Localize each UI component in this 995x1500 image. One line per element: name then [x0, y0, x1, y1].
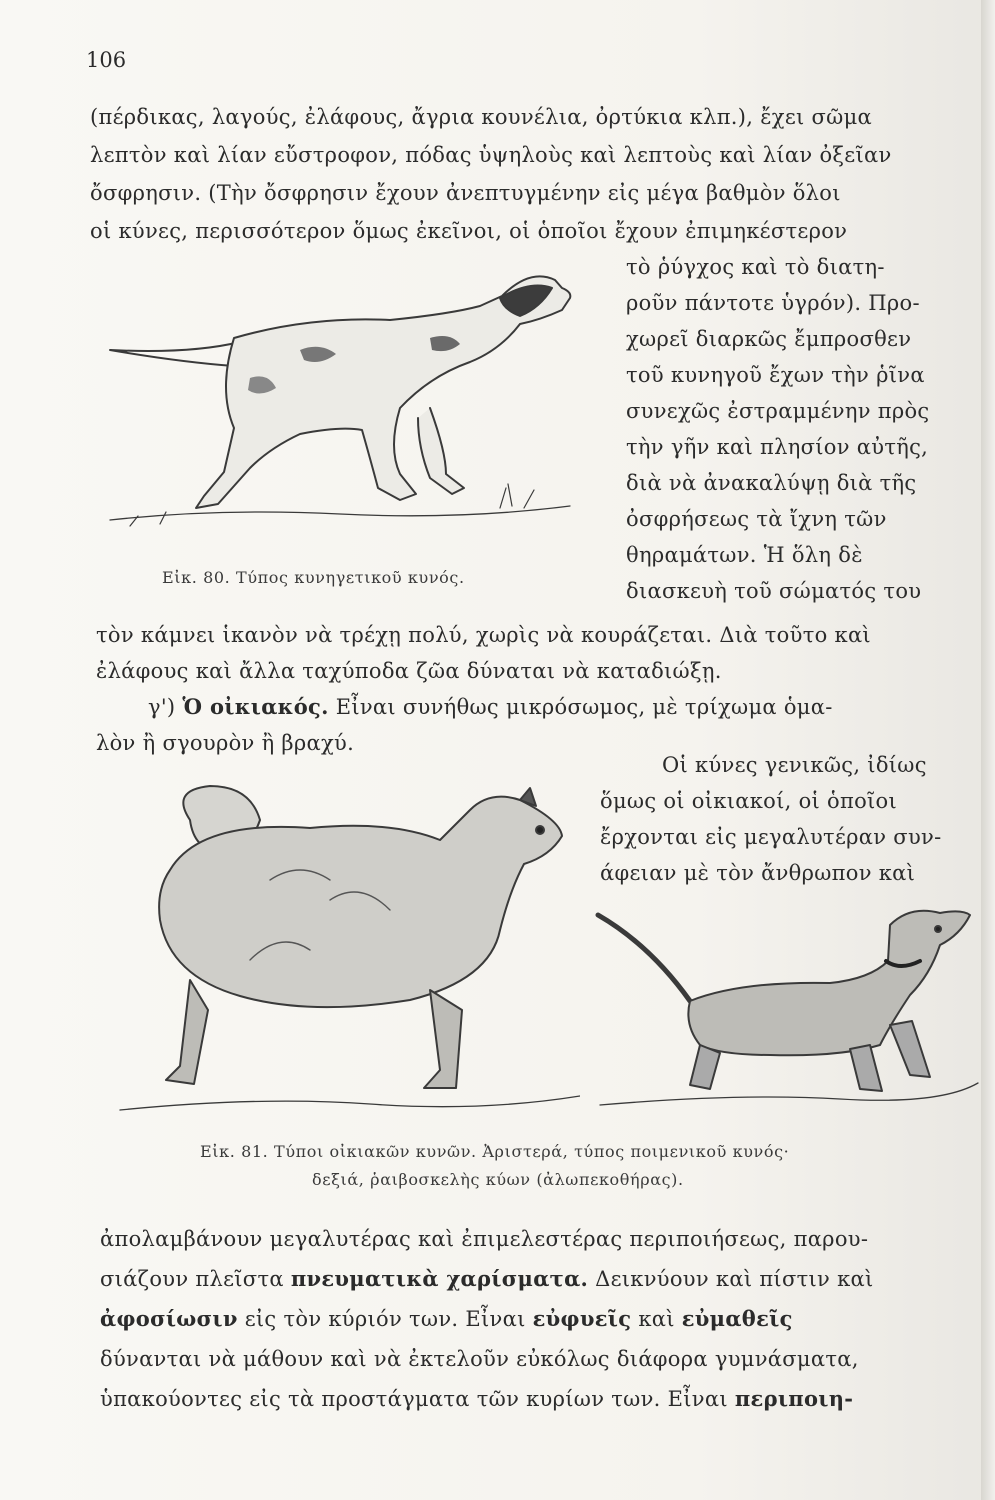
- text-line: χωρεῖ διαρκῶς ἔμπροσθεν: [626, 327, 912, 351]
- text-line: ἐλάφους καὶ ἄλλα ταχύποδα ζῶα δύναται νὰ καταδιώξῃ.: [96, 659, 722, 683]
- page-number: 106: [86, 48, 127, 72]
- text-span: καὶ: [631, 1307, 682, 1331]
- section-text: Εἶναι συνήθως μικρόσωμος, μὲ τρίχωμα ὁμα-: [328, 695, 833, 719]
- text-line: θηραμάτων. Ἡ ὅλη δὲ: [626, 543, 863, 567]
- text-line: Οἱ κύνες γενικῶς, ἰδίως: [662, 753, 927, 777]
- section-prefix: γ'): [148, 695, 183, 719]
- emphasis-text: ἀφοσίωσιν: [100, 1306, 238, 1331]
- figure-81-caption-line-1: Εἰκ. 81. Τύποι οἰκιακῶν κυνῶν. Ἀριστερά, τύπος ποιμενικοῦ κυνός·: [200, 1142, 790, 1161]
- text-line: ὅμως οἱ οἰκιακοί, οἱ ὁποῖοι: [600, 789, 898, 813]
- text-line: τὸ ῥύγχος καὶ τὸ διατη-: [626, 255, 885, 279]
- text-span: εἰς τὸν κύριόν των. Εἶναι: [237, 1307, 533, 1331]
- text-line: ἀπολαμβάνουν μεγαλυτέρας καὶ ἐπιμελεστέρας περιποιήσεως, παρου-: [100, 1227, 869, 1251]
- text-line: δύνανται νὰ μάθουν καὶ νὰ ἐκτελοῦν εὐκόλως διάφορα γυμνάσματα,: [100, 1347, 859, 1371]
- section-title: Ὁ οἰκιακός.: [182, 694, 329, 719]
- text-line: τὴν γῆν καὶ πλησίον αὐτῆς,: [626, 435, 929, 459]
- text-line: άφειαν μὲ τὸν ἄνθρωπον καὶ: [600, 861, 916, 885]
- text-span: Δεικνύουν καὶ πίστιν καὶ: [588, 1267, 874, 1291]
- text-line: ροῦν πάντοτε ὑγρόν). Προ-: [626, 291, 920, 315]
- text-line: διὰ νὰ ἀνακαλύψῃ διὰ τῆς: [626, 471, 917, 495]
- text-line: λὸν ἢ σγουρὸν ἢ βραχύ.: [96, 731, 355, 755]
- text-line: ὀσφρήσεως τὰ ἴχνη τῶν: [626, 507, 887, 531]
- text-line: [100, 1306, 793, 1332]
- emphasis-text: εὐφυεῖς: [532, 1306, 632, 1331]
- text-line: λεπτὸν καὶ λίαν εὔστροφον, πόδας ὑψηλοὺς καὶ λεπτοὺς καὶ λίαν ὀξεῖαν: [90, 143, 892, 167]
- figure-80-hunting-dog: [100, 258, 580, 548]
- figure-80-caption: Εἰκ. 80. Τύπος κυνηγετικοῦ κυνός.: [162, 568, 465, 587]
- text-line: διασκευὴ τοῦ σώματός του: [626, 579, 922, 603]
- text-line: (πέρδικας, λαγούς, ἐλάφους, ἄγρια κουνέλια, ὀρτύκια κλπ.), ἔχει σῶμα: [90, 105, 872, 129]
- text-line: [100, 1266, 874, 1292]
- emphasis-text: εὐμαθεῖς: [681, 1306, 793, 1331]
- text-line: τὸν κάμνει ἱκανὸν νὰ τρέχῃ πολύ, χωρὶς νὰ κουράζεται. Διὰ τοῦτο καὶ: [96, 623, 871, 647]
- text-span: ὑπακούοντες εἰς τὰ προστάγματα τῶν κυρίων των. Εἶναι: [100, 1387, 735, 1411]
- emphasis-text: πνευματικὰ χαρίσματα.: [290, 1266, 589, 1291]
- text-line: ὄσφρησιν. (Τὴν ὄσφρησιν ἔχουν ἀνεπτυγμένην εἰς μέγα βαθμὸν ὅλοι: [90, 181, 841, 205]
- text-span: σιάζουν πλεῖστα: [100, 1267, 291, 1291]
- text-line: τοῦ κυνηγοῦ ἔχων τὴν ῥῖνα: [626, 363, 925, 387]
- text-line: [100, 1386, 853, 1412]
- emphasis-text: περιποιη-: [734, 1386, 854, 1411]
- section-heading-line: [148, 694, 833, 720]
- text-line: ἔρχονται εἰς μεγαλυτέραν συν-: [600, 825, 942, 849]
- page-edge-shadow: [981, 0, 995, 1500]
- text-line: συνεχῶς ἐστραμμένην πρὸς: [626, 399, 930, 423]
- figure-81-dachshund: [590, 905, 980, 1130]
- figure-81-caption-line-2: δεξιά, ῥαιβοσκελὴς κύων (ἀλωπεκοθήρας).: [312, 1170, 684, 1189]
- figure-81-shepherd-dog: [110, 780, 580, 1120]
- text-line: οἱ κύνες, περισσότερον ὅμως ἐκεῖνοι, οἱ ὁποῖοι ἔχουν ἐπιμηκέστερον: [90, 219, 848, 243]
